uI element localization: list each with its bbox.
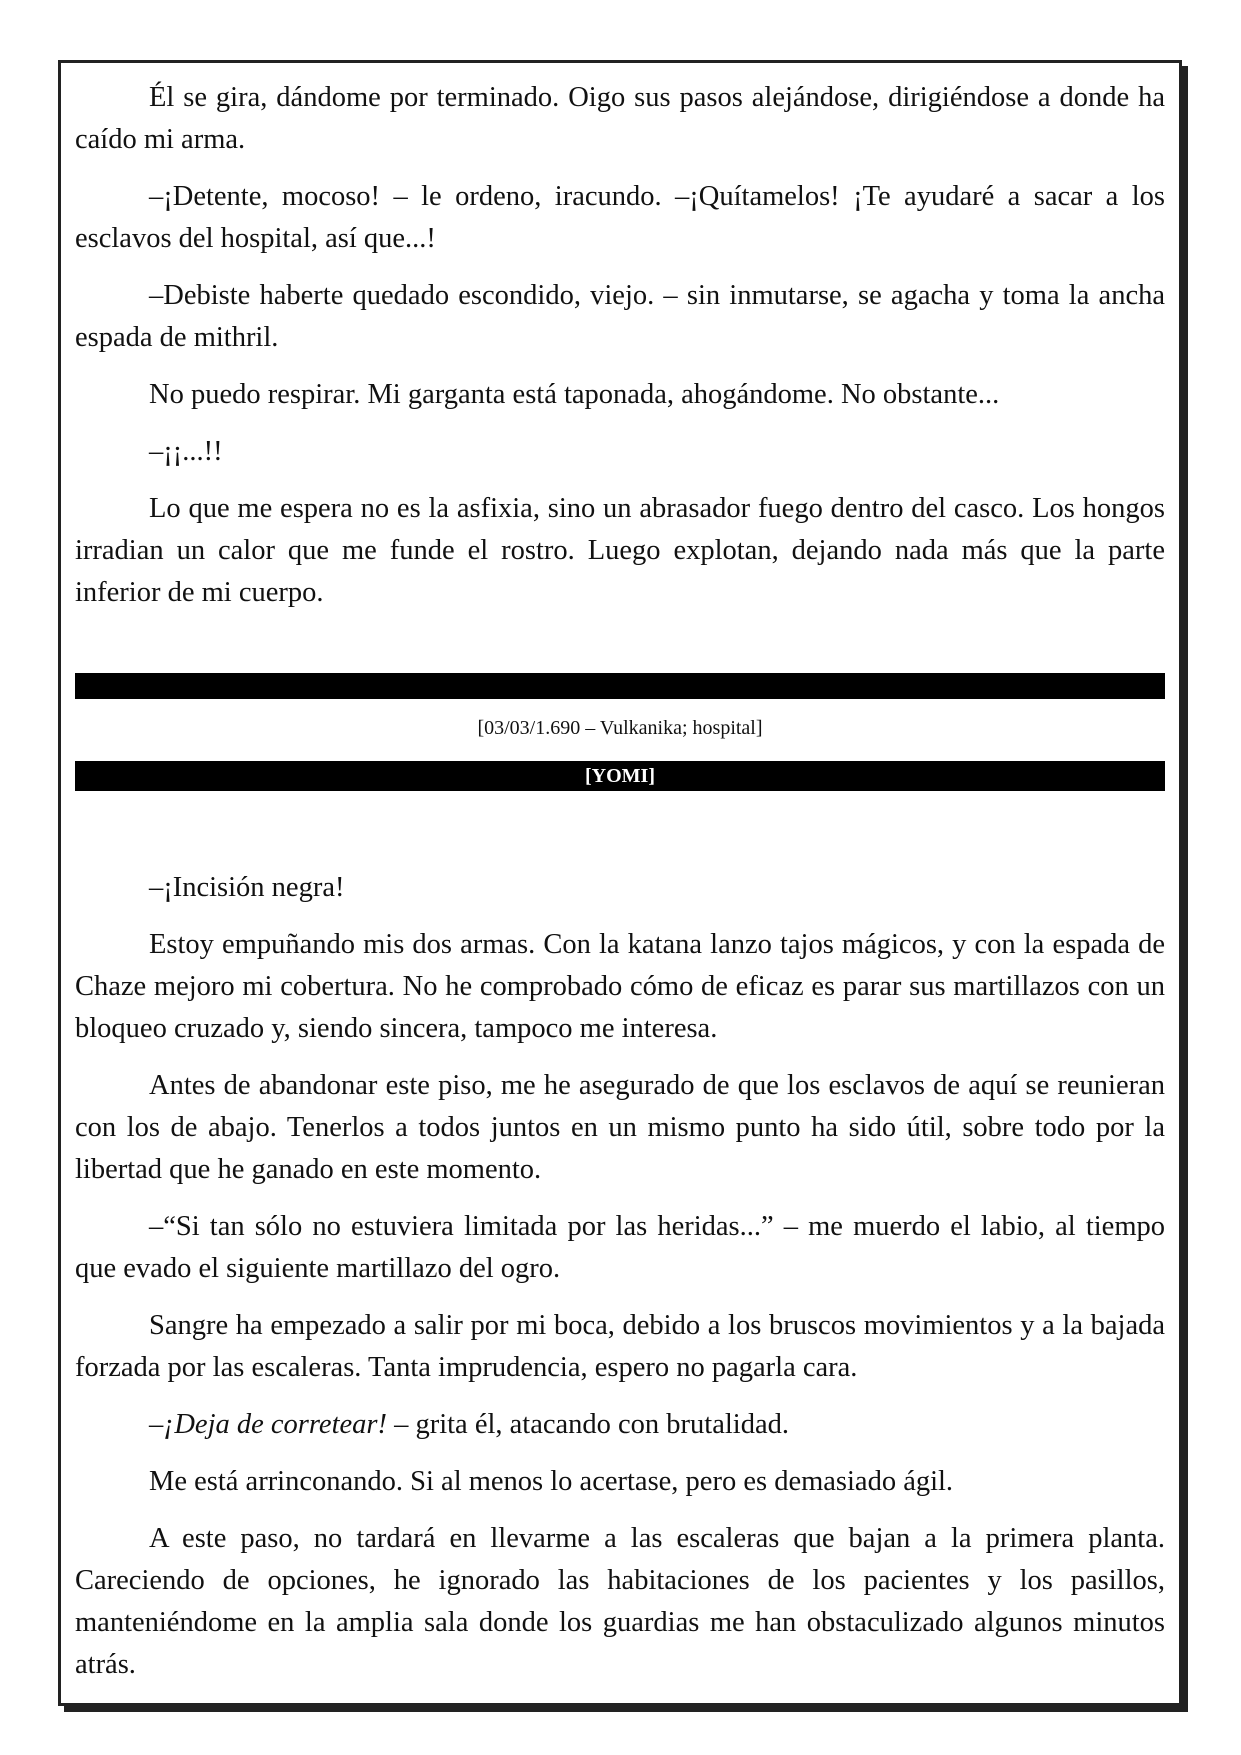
dialogue-tag: – grita él, atacando con brutalidad. xyxy=(386,1409,789,1440)
paragraph: –Debiste haberte quedado escondido, viejo. – sin inmutarse, se agacha y toma la ancha espada de mithril. xyxy=(75,280,1165,353)
paragraph: Antes de abandonar este piso, me he asegurado de que los esclavos de aquí se reunieran con los de abajo. Tenerlos a todos juntos en un mismo punto ha sido útil, sobre todo por la libertad que he ganado en este momento. xyxy=(75,1070,1165,1185)
section-previous-scene xyxy=(75,77,1165,614)
scene-date-location: [03/03/1.690 – Vulkanika; hospital] xyxy=(477,717,763,739)
paragraph: A este paso, no tardará en llevarme a las escaleras que bajan a la primera planta. Careciendo de opciones, he ignorado las habitaciones de los pacientes y los pasillos, manteniéndome en la amplia sala donde los guardias me han obstaculizado algunos minutos atrás. xyxy=(75,1523,1165,1680)
paragraph: Lo que me espera no es la asfixia, sino un abrasador fuego dentro del casco. Los hongos irradian un calor que me funde el rostro. Luego explotan, dejando nada más que la parte inferior de mi cuerpo. xyxy=(75,493,1165,608)
paragraph: Él se gira, dándome por terminado. Oigo sus pasos alejándose, dirigiéndose a donde ha caído mi arma. xyxy=(75,82,1165,155)
paragraph: –“Si tan sólo no estuviera limitada por las heridas...” – me muerdo el labio, al tiempo que evado el siguiente martillazo del ogro. xyxy=(75,1211,1165,1284)
paragraph: Me está arrinconando. Si al menos lo acertase, pero es demasiado ágil. xyxy=(149,1466,954,1497)
paragraph: –¡¡...!! xyxy=(149,436,223,467)
paragraph: Sangre ha empezado a salir por mi boca, debido a los bruscos movimientos y a la bajada forzada por las escaleras. Tanta imprudencia, espero no pagarla cara. xyxy=(75,1310,1165,1383)
section-yomi-scene xyxy=(75,867,1165,1686)
paragraph: Estoy empuñando mis dos armas. Con la katana lanzo tajos mágicos, y con la espada de Chaze mejoro mi cobertura. No he comprobado cómo de eficaz es parar sus martillazos con un bloqueo cruzado y, siendo sincera, tampoco me interesa. xyxy=(75,929,1165,1044)
paragraph-dialogue xyxy=(75,1404,1165,1446)
italic-dialogue: –¡Deja de corretear! xyxy=(149,1409,387,1440)
page-frame xyxy=(58,60,1182,1706)
paragraph: –¡Detente, mocoso! – le ordeno, iracundo. –¡Quítamelos! ¡Te ayudaré a sacar a los esclavos del hospital, así que...! xyxy=(75,181,1165,254)
narrator-banner: [YOMI] xyxy=(75,761,1165,791)
paragraph: No puedo respirar. Mi garganta está taponada, ahogándome. No obstante... xyxy=(149,379,1000,410)
scene-separator-bar xyxy=(75,673,1165,699)
paragraph: –¡Incisión negra! xyxy=(149,872,345,903)
